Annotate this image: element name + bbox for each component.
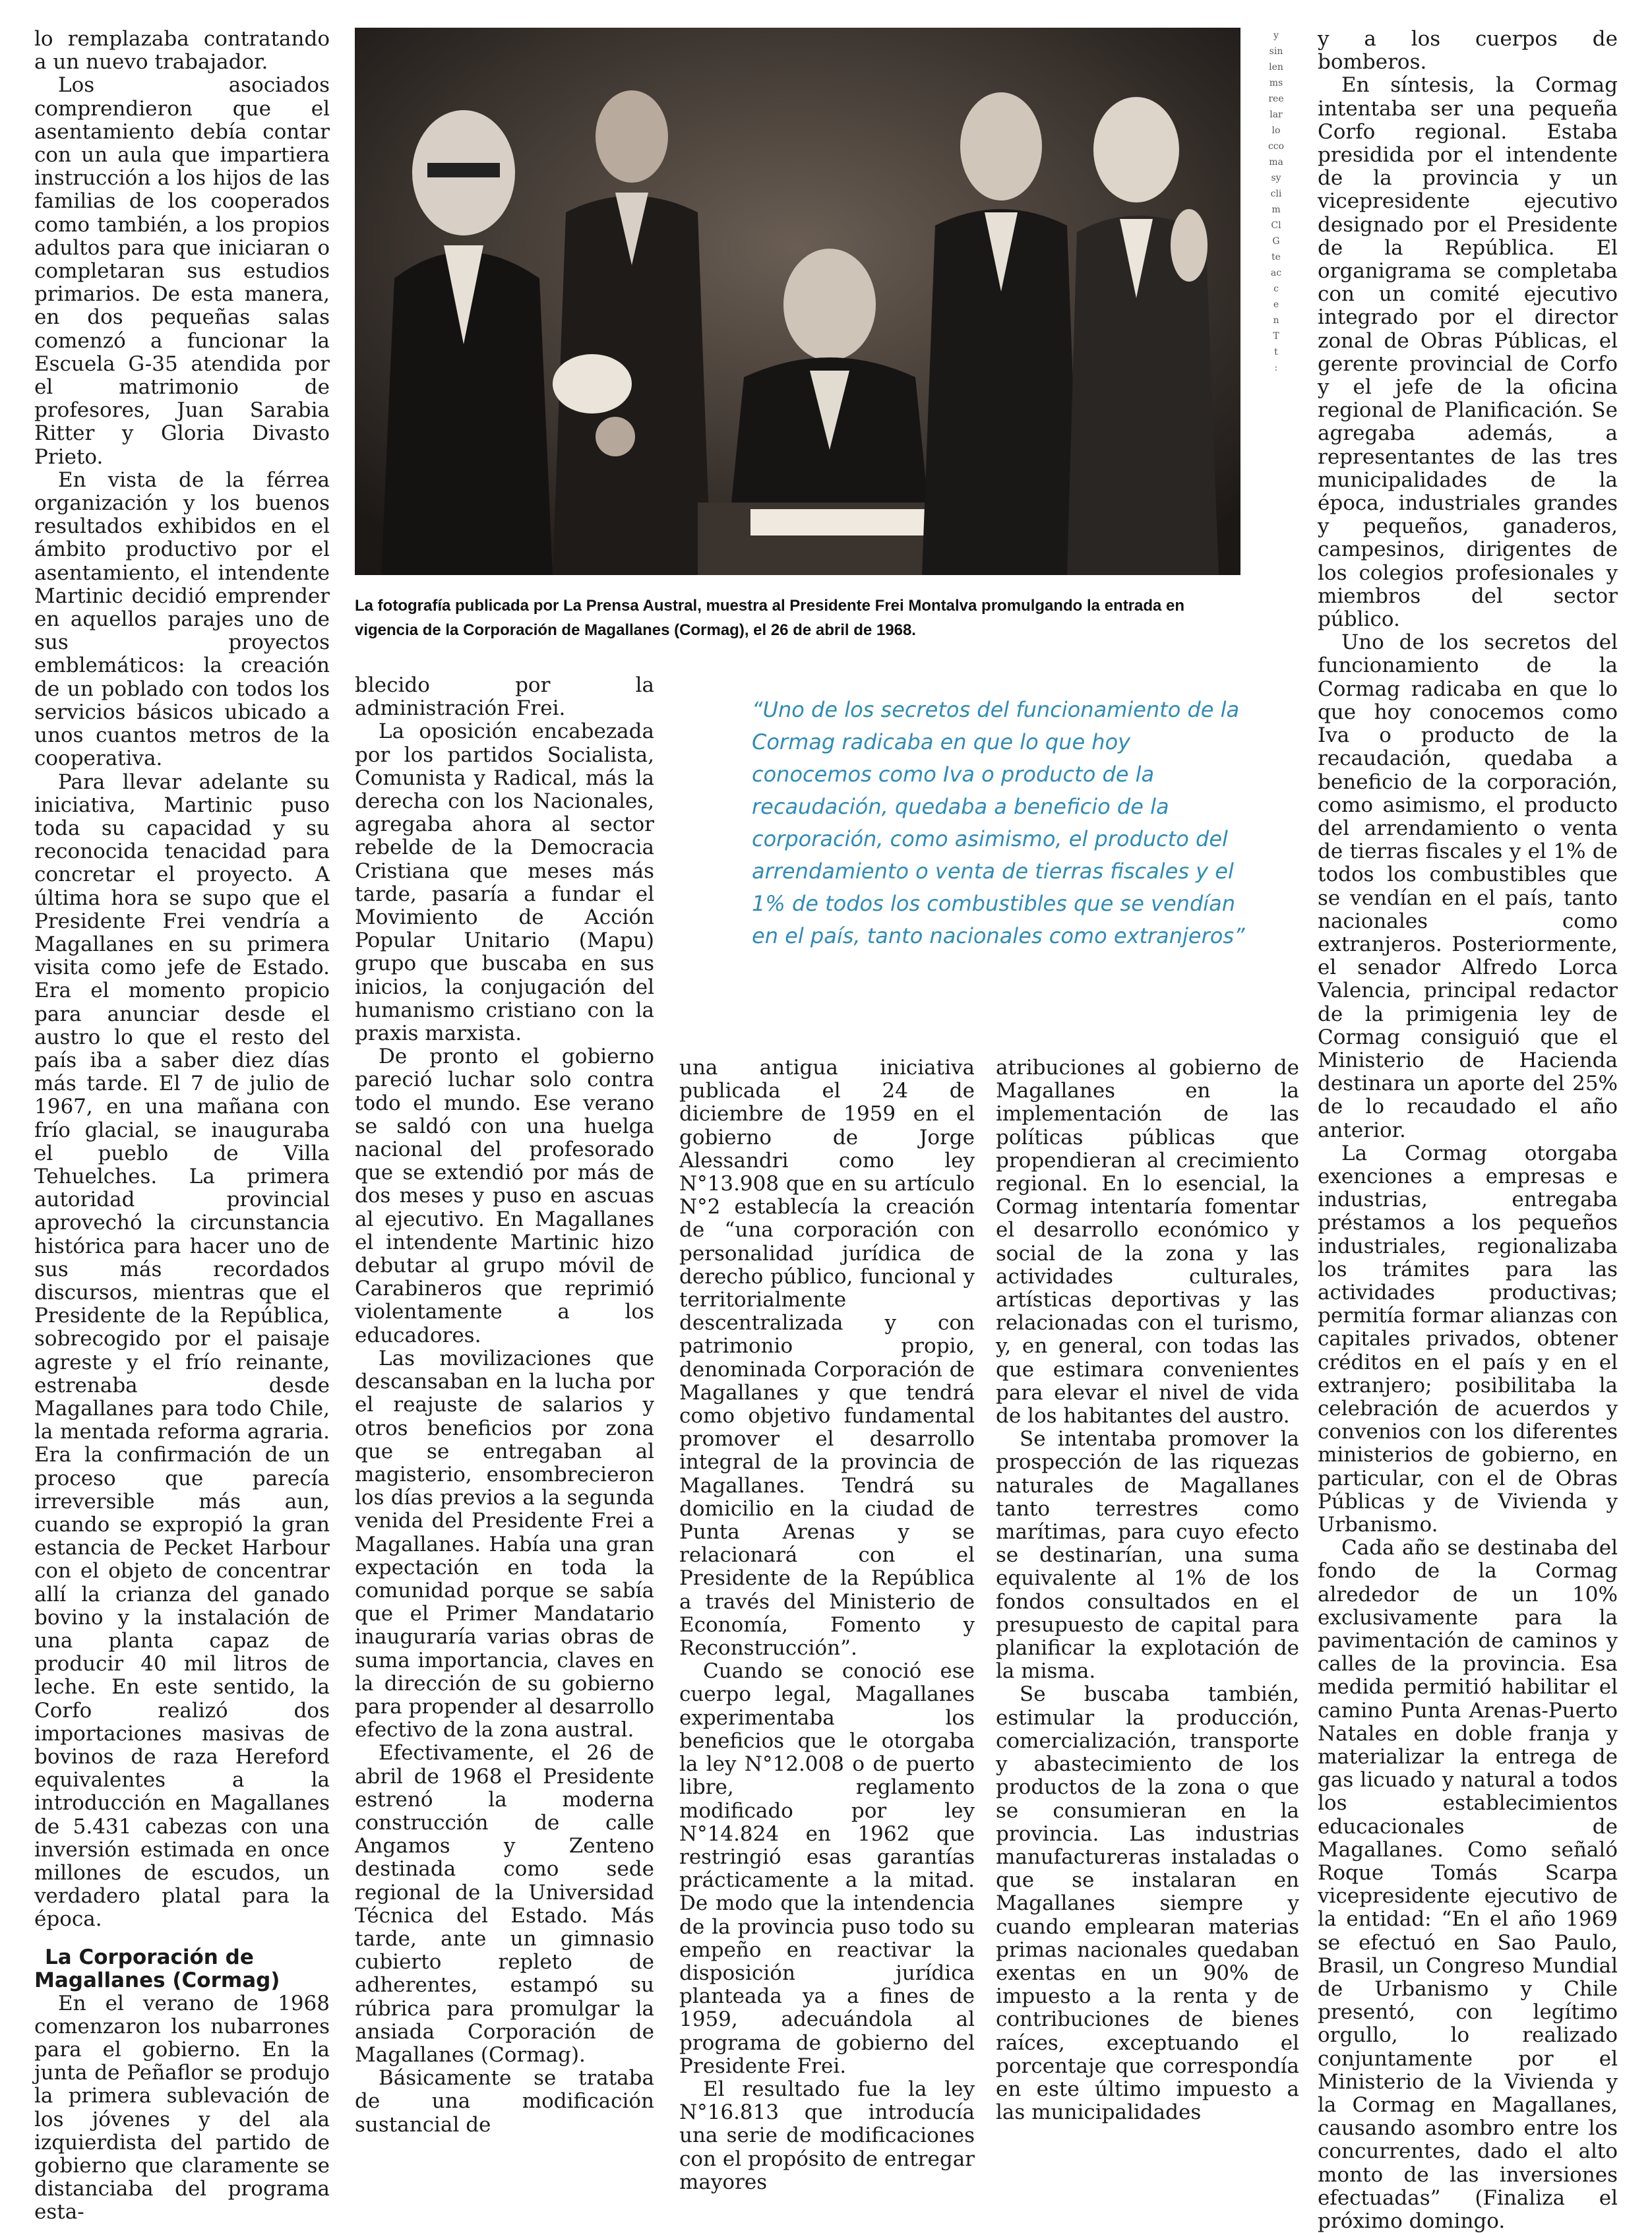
stray-fragment: m [1271, 204, 1281, 215]
paragraph: Efectivamente, el 26 de abril de 1968 el Presidente estrenó la moderna construcción de calle Angamos y Zenteno destinada como sede regional de la Universidad Técnica del Estado. Más tarde, ante un gimnasio cubierto repleto de adherentes, estampó su rúbrica para promulgar la ansiada Corporación de Magallanes (Cormag). [355, 1741, 654, 2067]
paragraph: Uno de los secretos del funcionamiento de la Cormag radicaba en que lo que hoy conocemos como Iva o producto de la recaudación, quedaba a beneficio de la corporación, como asimismo, el producto del arrendamiento o venta de tierras fiscales y el 1% de todos los combustibles que se vendían en el país, tanto nacionales como extranjeros. Posteriormente, el senador Alfredo Lorca Valencia, principal redactor de la primigenia ley de Cormag consiguió que el Ministerio de Hacienda destinara un aporte del 25% de lo recaudado el año anterior. [1318, 630, 1618, 1142]
stray-fragment: cco [1268, 141, 1285, 152]
paragraph-continuation: y a los cuerpos de bomberos. [1318, 27, 1618, 75]
paragraph: Se intentaba promover la prospección de las riquezas naturales de Magallanes tanto terrestres como marítimas, para cuyo efecto se destinarían, una suma equivalente al 1% de los fondos consultados en el presupuesto de capital para planificar la explotación de la misma. [996, 1427, 1299, 1684]
paragraph: En síntesis, la Cormag intentaba ser una pequeña Corfo regional. Estaba presidida por el intendente de la provincia y un vicepresidente ejecutivo designado por el Presidente de la República. El organigrama se completaba con un comité ejecutivo integrado por el director zonal de Obras Públicas, el gerente provincial de Corfo y el jefe de la oficina regional de Planificación. Se agregaba además, a representantes de las tres municipalidades de la época, industriales grandes y pequeños, ganaderos, campesinos, dirigentes de los colegios profesionales y miembros del sector público. [1318, 73, 1618, 632]
paragraph: La Cormag otorgaba exenciones a empresas e industrias, entregaba préstamos a los pequeños industriales, regionalizaba los trámites para las actividades productivas; permitía formar alianzas con capitales privados, obtener créditos en el país y en el extranjero; posibilitaba la celebración de acuerdos y convenios con los diferentes ministerios de gobierno, en particular, con el de Obras Públicas y de Vivienda y Urbanismo. [1318, 1141, 1618, 1537]
stray-fragment: T [1273, 331, 1279, 342]
article-column-2 [355, 674, 654, 2137]
paragraph-continuation: una antigua iniciativa publicada el 24 de diciembre de 1959 en el gobierno de Jorge Alessandri como ley N°13.908 que en su artículo N°2 establecía la creación de “una corporación con personalidad jurídica de derecho público, funcional y territorialmente descentralizada y con patrimonio propio, denominada Corporación de Magallanes y que tendrá como objetivo fundamental promover el desarrollo integral de la provincia de Magallanes. Tendrá su domicilio en la ciudad de Punta Arenas y se relacionará con el Presidente de la República a través del Ministerio de Economía, Fomento y Reconstrucción”. [679, 1056, 975, 1661]
stray-fragment: lo [1271, 125, 1281, 136]
stray-fragment: ms [1269, 78, 1283, 88]
article-column-1 [34, 28, 330, 2224]
paragraph: De pronto el gobierno pareció luchar solo contra todo el mundo. Ese verano se saldó con una huelga nacional del profesorado que se extendió por más de dos meses y puso en ascuas al ejecutivo. En Magallanes el intendente Martinic hizo debutar al grupo móvil de Carabineros que reprimió violentamente a los educadores. [355, 1045, 654, 1347]
article-column-3 [679, 1056, 975, 2194]
stray-fragment: ree [1268, 94, 1284, 104]
historical-photograph [355, 28, 1240, 575]
section-heading: La Corporación de Magallanes (Cormag) [34, 1945, 280, 1992]
photo-illustration [355, 28, 1240, 575]
article-column-5 [1318, 28, 1618, 2233]
stray-fragment: y [1273, 30, 1279, 41]
paragraph-continuation: atribuciones al gobierno de Magallanes en la implementación de las políticas públicas que propendieran al crecimiento regional. En lo esencial, la Cormag intentaría fomentar el desarrollo económico y social de la zona y las actividades culturales, artísticas deportivas y las relacionadas con el turismo, y, en general, con todas las que estimara convenientes para elevar el nivel de vida de los habitantes del austro. [996, 1056, 1299, 1428]
paragraph: El resultado fue la ley N°16.813 que introducía una serie de modificaciones con el propósito de entregar mayores [679, 2077, 975, 2194]
paragraph: Cuando se conoció ese cuerpo legal, Magallanes experimentaba los beneficios que le otorgaba la ley N°12.008 o de puerto libre, reglamento modificado por ley N°14.824 en 1962 que restringió esas garantías prácticamente a la mitad. De modo que la intendencia de la provincia puso todo su empeño en reactivar la disposición jurídica planteada ya a fines de 1959, adecuándola al programa de gobierno del Presidente Frei. [679, 1659, 975, 2078]
photo-caption: La fotografía publicada por La Prensa Austral, muestra al Presidente Frei Montalva promulgando la entrada en vigencia de la Corporación de Magallanes (Cormag), el 26 de abril de 1968. [355, 597, 1185, 639]
paragraph: Para llevar adelante su iniciativa, Martinic puso toda su capacidad y su reconocida tenacidad para concretar el proyecto. A última hora se supo que el Presidente Frei vendría a Magallanes en su primera visita como jefe de Estado. Era el momento propicio para anunciar desde el austro lo que el resto del país iba a saber diez días más tarde. El 7 de julio de 1967, en una mañana con frío glacial, se inauguraba el pueblo de Villa Tehuelches. La primera autoridad provincial aprovechó la circunstancia histórica para hacer uno de sus más recordados discursos, mientras que el Presidente de la República, sobrecogido por el paisaje agreste y el frío reinante, estrenaba desde Magallanes para todo Chile, la mentada reforma agraria. Era la confirmación de un proceso que parecía irreversible más aun, cuando se expropió la gran estancia de Pecket Harbour con el objeto de concentrar allí la crianza del ganado bovino y la instalación de una planta capaz de producir 40 mil litros de leche. En este sentido, la Corfo realizó dos importaciones masivas de bovinos de raza Hereford equivalentes a la introducción en Magallanes de 5.431 cabezas con una inversión estimada en once millones de escudos, un verdadero platal para la época. [34, 770, 330, 1932]
stray-fragment: : [1274, 363, 1278, 373]
paragraph: Se buscaba también, estimular la producción, comercialización, transporte y abastecimiento de los productos de la zona o que se consumieran en la provincia. Las industrias manufactureras instaladas o que se instalaran en Magallanes siempre y cuando emplearan materias primas nacionales quedaban exentas en un 90% de impuesto a la renta y de contribuciones de bienes raíces, exceptuando el porcentaje que correspondía en este último impuesto a las municipalidades [996, 1682, 1299, 2125]
stray-fragment: t [1274, 347, 1278, 357]
stray-fragment: te [1271, 252, 1281, 262]
paragraph: Los asociados comprendieron que el asentamiento debía contar con un aula que impartiera instrucción a los hijos de las familias de los cooperados como también, a los propios adultos para que iniciaran o completaran sus estudios primarios. De esta manera, en dos pequeñas salas comenzó a funcionar la Escuela G-35 atendida por el matrimonio de profesores, Juan Sarabia Ritter y Gloria Divasto Prieto. [34, 73, 330, 469]
paragraph: La oposición encabezada por los partidos Socialista, Comunista y Radical, más la derecha con los Nacionales, agregaba ahora al sector rebelde de la Democracia Cristiana que meses más tarde, pasaría a fundar el Movimiento de Acción Popular Unitario (Mapu) grupo que buscaba en sus inicios, la conjugación del humanismo cristiano con la praxis marxista. [355, 719, 654, 1046]
paragraph: Cada año se destinaba del fondo de la Cormag alrededor de un 10% exclusivamente para la pavimentación de caminos y calles de la provincia. Esa medida permitió habilitar el camino Punta Arenas-Puerto Natales en doble franja y materializar la entrega de gas licuado y natural a todos los establecimientos educacionales de Magallanes. Como señaló Roque Tomás Scarpa vicepresidente ejecutivo de la entidad: “En el año 1969 se efectuó en Sao Paulo, Brasil, un Congreso Mundial de Urbanismo y Chile presentó, con legítimo orgullo, lo realizado conjuntamente por el Ministerio de la Vivienda y la Cormag en Magallanes, causando asombro entre los concurrentes, dado el alto monto de las inversiones efectuadas” (Finaliza el próximo domingo. [1318, 1536, 1618, 2233]
stray-text-fragments [1256, 28, 1296, 489]
stray-fragment: Cl [1271, 220, 1281, 231]
paragraph: Básicamente se trataba de una modificación sustancial de [355, 2066, 654, 2137]
pull-quote: “Uno de los secretos del funcionamiento de la Cormag radicaba en que lo que hoy conocemos como Iva o producto de la recaudación, quedaba a beneficio de la corporación, como asimismo, el producto del arrendamiento o venta de tierras fiscales y el 1% de todos los combustibles que se vendían en el país, tanto nacionales como extranjeros” [752, 697, 1245, 948]
stray-fragment: lar [1270, 109, 1283, 120]
stray-fragment: sy [1271, 173, 1281, 183]
paragraph: En vista de la férrea organización y los buenos resultados exhibidos en el ámbito productivo por el asentamiento, el intendente Martinic decidió emprender en aquellos parajes uno de sus proyectos emblemáticos: la creación de un poblado con todos los servicios básicos ubicado a unos cuantos metros de la cooperativa. [34, 468, 330, 771]
stray-fragment: len [1269, 62, 1283, 73]
stray-fragment: c [1273, 284, 1279, 294]
paragraph: Las movilizaciones que descansaban en la lucha por el reajuste de salarios y otros beneficios por zona que se entregaban al magisterio, ensombrecieron los días previos a la segunda venida del Presidente Frei a Magallanes. Había una gran expectación en toda la comunidad porque se sabía que el Primer Mandatario inauguraría varias obras de suma importancia, claves en la dirección de su gobierno para propender al desarrollo efectivo de la zona austral. [355, 1346, 654, 1742]
stray-fragment: ma [1269, 157, 1283, 168]
article-column-4 [996, 1056, 1299, 2124]
stray-fragment: n [1273, 315, 1279, 326]
stray-fragment: cli [1270, 189, 1282, 199]
paragraph: En el verano de 1968 comenzaron los nubarrones para el gobierno. En la junta de Peñaflor se produjo la primera sublevación de los jóvenes y del ala izquierdista del partido de gobierno que claramente se distanciaba del programa esta- [34, 1991, 330, 2224]
stray-fragment: e [1273, 299, 1279, 310]
paragraph-continuation: blecido por la administración Frei. [355, 673, 654, 721]
stray-fragment: G [1272, 236, 1280, 247]
stray-fragment: sin [1269, 46, 1283, 57]
stray-fragment: ac [1270, 268, 1282, 278]
paragraph: lo remplazaba contratando a un nuevo trabajador. [34, 27, 330, 75]
